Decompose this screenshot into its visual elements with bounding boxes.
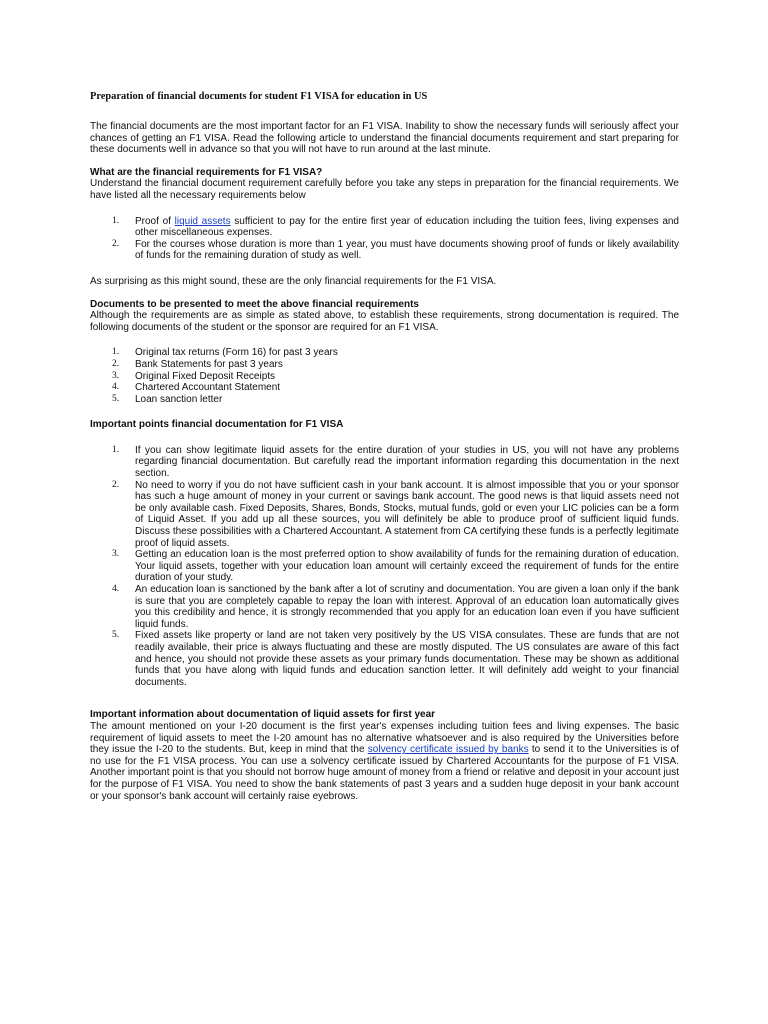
list-item: 2. For the courses whose duration is more than 1 year, you must have documents showing proof of funds or likely availability of funds for the remaining duration of study as well. — [112, 238, 679, 262]
section-heading-important-points: Important points financial documentation for F1 VISA — [90, 419, 344, 431]
list-item: 4. An education loan is sanctioned by the bank after a lot of scrutiny and documentation. You are given a loan only if the bank is sure that you are completely capable to repay the loan with interest. Approval of an education loan automatically gives you this credibility and hence, it is strongly recommended that you apply for an education loan even if you have sufficient liquid funds. — [112, 584, 679, 630]
requirements-paragraph: Understand the financial document requirement carefully before you take any steps in preparation for the financial requirements. We have listed all the necessary requirements below — [90, 178, 679, 201]
list-item: 1. Proof of liquid assets sufficient to pay for the entire first year of education including the tuition fees, living expenses and other miscellaneous expenses. — [112, 215, 679, 239]
section-heading-documents: Documents to be presented to meet the above financial requirements — [90, 298, 419, 310]
list-number: 5. — [112, 393, 120, 404]
list-number: 3. — [112, 549, 120, 560]
documents-list — [90, 347, 679, 405]
document-title: Preparation of financial documents for student F1 VISA for education in US — [90, 91, 428, 102]
list-item: 5. Loan sanction letter — [112, 393, 223, 405]
list-item: 1. Original tax returns (Form 16) for past 3 years — [112, 347, 338, 359]
document-body — [90, 91, 679, 802]
list-number: 5. — [112, 630, 120, 641]
list-item: 2. No need to worry if you do not have sufficient cash in your bank account. It is almost impossible that you or your sponsor has such a huge amount of money in your current or savings bank account. The good news is that liquid assets need not be only available cash. Fixed Deposits, Shares, Bonds, Stocks, mutual funds, gold or even your LIC policies can be a form of Liquid Asset. If you add up all these sources, you will definitely be able to produce proof of sufficient liquid funds. Discuss these possibilities with a Chartered Accountant. A statement from CA certifying these funds is a perfectly legitimate proof of liquid assets. — [112, 479, 679, 549]
list-number: 3. — [112, 370, 120, 381]
list-number: 2. — [112, 479, 120, 490]
list-number: 1. — [112, 215, 120, 226]
requirements-closing: As surprising as this might sound, these are the only financial requirements for the F1 VISA. — [90, 275, 497, 287]
list-item: 3. Getting an education loan is the most preferred option to show availability of funds for the remaining duration of education. Your liquid assets, together with your education loan amount will certainly exceed the requirement of funds for the entire duration of your study. — [112, 549, 679, 584]
important-points-list — [90, 445, 679, 688]
documents-paragraph: Although the requirements are as simple as stated above, to establish these requirements, strong documentation is required. The following documents of the student or the sponsor are required for an F1 VISA. — [90, 310, 679, 333]
solvency-certificate-link[interactable]: solvency certificate issued by banks — [367, 744, 529, 756]
list-number: 1. — [112, 347, 120, 358]
list-item: 1. If you can show legitimate liquid assets for the entire duration of your studies in US, you will not have any problems regarding financial documentation. But carefully read the important information regarding this documentation in the next section. — [112, 444, 679, 480]
list-item: 5. Fixed assets like property or land are not taken very positively by the US VISA consulates. These are funds that are not readily available, their price is always fluctuating and these are mostly disputed. The US consulates are aware of this fact and hence, you should not provide these assets as your primary funds documentation. These may be shown as additional funds that you have along with liquid funds and education sanction letter. It will definitely add weight to your financial documents. — [112, 630, 679, 688]
list-item: 2. Bank Statements for past 3 years — [112, 358, 283, 370]
list-number: 1. — [112, 444, 120, 455]
list-number: 4. — [112, 584, 120, 594]
list-number: 4. — [112, 382, 120, 393]
list-item: 3. Original Fixed Deposit Receipts — [112, 370, 276, 382]
list-item: 4. Chartered Accountant Statement — [112, 382, 281, 394]
liquid-assets-paragraph: The amount mentioned on your I-20 document is the first year's expenses including tuition fees and living expenses. The basic requirement of liquid assets to meet the I-20 amount has no alternative whatsoever and is also required by the Universities before they issue the I-20 to the students. But, keep in mind that the solvency certificate issued by banks to send it to the Universities is of no use for the F1 VISA process. You can use a solvency certificate issued by Chartered Accountants for the purpose of F1 VISA. Another important point is that you should not borrow huge amount of money from a friend or relative and deposit in your account just for the purpose of F1 VISA. You need to show the bank statements of past 3 years and a sudden huge deposit in your bank account or your sponsor's bank account will certainly raise eyebrows. — [90, 720, 680, 802]
section-heading-liquid-assets: Important information about documentation of liquid assets for first year — [90, 709, 436, 721]
intro-paragraph: The financial documents are the most important factor for an F1 VISA. Inability to show the necessary funds will seriously affect your chances of getting an F1 VISA. Read the following article to understand the financial documents requirement and start preparing for these documents well in advance so that you will not have to run around at the last minute. — [90, 121, 679, 156]
requirements-list — [90, 216, 679, 262]
list-number: 2. — [112, 358, 120, 369]
liquid-assets-link[interactable]: liquid assets — [174, 215, 231, 227]
section-heading-requirements: What are the financial requirements for F1 VISA? — [90, 166, 323, 178]
list-number: 2. — [112, 238, 120, 249]
